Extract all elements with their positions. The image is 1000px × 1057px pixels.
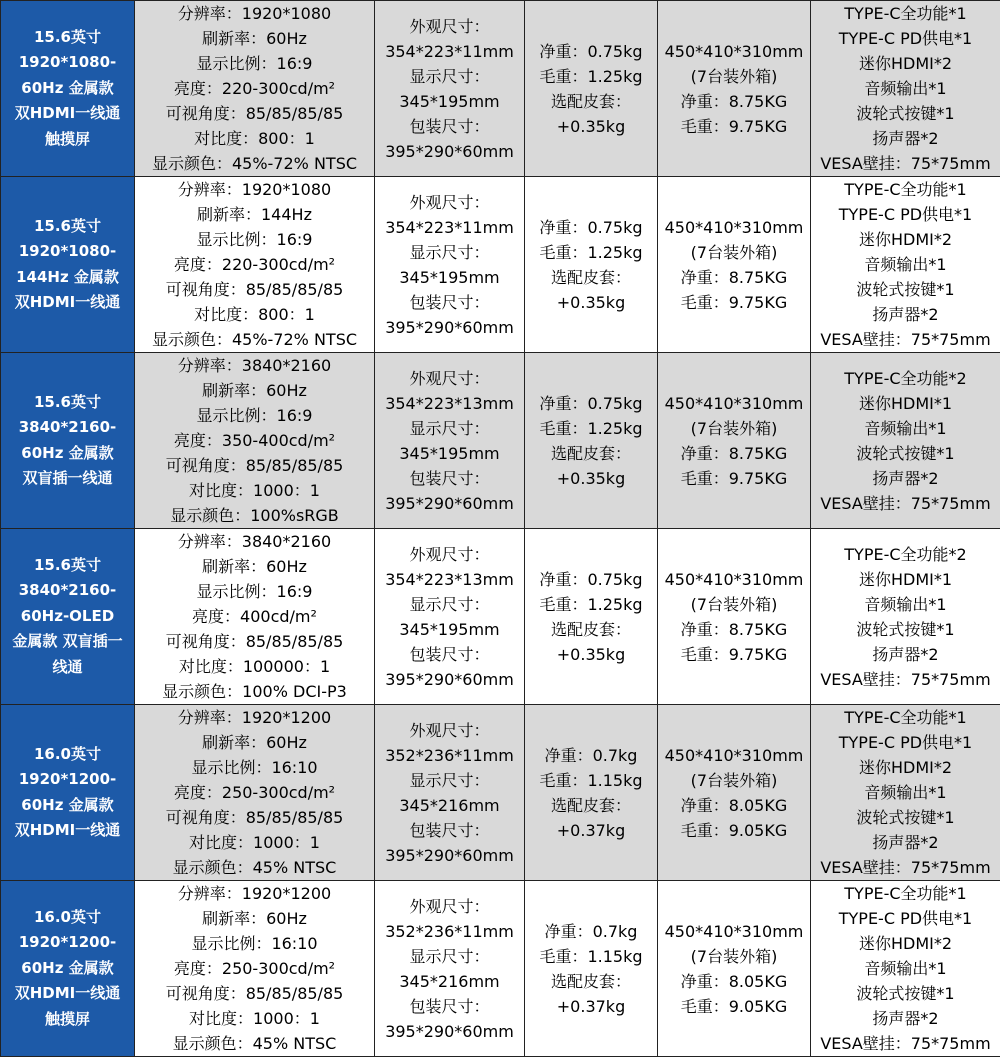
display-line: 亮度：220-300cd/m² [135,76,374,101]
model-line: 60Hz-OLED [1,604,134,630]
ports-line: 迷你HDMI*1 [811,391,1000,416]
display-line: 可视角度：85/85/85/85 [135,629,374,654]
dimensions-cell [375,1,525,177]
ports-line: 音频输出*1 [811,956,1000,981]
ports-line: 扬声器*2 [811,466,1000,491]
model-line: 1920*1200- [1,767,134,793]
weight-line: 选配皮套： [525,617,657,642]
weight-line: 选配皮套： [525,441,657,466]
dimensions-line: 显示尺寸： [375,592,524,617]
display-line: 对比度：1000：1 [135,830,374,855]
weight-line: +0.37kg [525,994,657,1019]
ports-line: 扬声器*2 [811,830,1000,855]
model-cell [1,177,135,353]
model-line: 60Hz 金属款 [1,956,134,982]
model-line: 双HDMI一线通 [1,101,134,127]
carton-cell [658,1,811,177]
dimensions-line: 外观尺寸： [375,718,524,743]
model-line: 15.6英寸 [1,25,134,51]
weight-line: 毛重：1.25kg [525,240,657,265]
model-line: 3840*2160- [1,415,134,441]
model-cell [1,705,135,881]
ports-line: 波轮式按键*1 [811,981,1000,1006]
display-line: 显示比例：16:9 [135,579,374,604]
dimensions-line: 外观尺寸： [375,366,524,391]
dimensions-line: 395*290*60mm [375,843,524,868]
model-line: 双HDMI一线通 [1,981,134,1007]
spec-table-body [1,1,1000,1057]
ports-line: VESA壁挂：75*75mm [811,491,1000,516]
carton-cell [658,529,811,705]
weight-line: 毛重：1.25kg [525,592,657,617]
ports-line: TYPE-C全功能*1 [811,1,1000,26]
dimensions-line: 345*195mm [375,617,524,642]
table-row [1,1,1000,177]
carton-line: 净重：8.75KG [658,265,810,290]
display-line: 刷新率：60Hz [135,730,374,755]
model-line: 15.6英寸 [1,553,134,579]
ports-line: 音频输出*1 [811,592,1000,617]
carton-line: (7台装外箱) [658,592,810,617]
carton-line: 450*410*310mm [658,215,810,240]
model-line: 3840*2160- [1,578,134,604]
dimensions-line: 395*290*60mm [375,315,524,340]
display-line: 显示比例：16:10 [135,755,374,780]
carton-line: 毛重：9.75KG [658,290,810,315]
weight-line: 净重：0.75kg [525,567,657,592]
carton-line: (7台装外箱) [658,416,810,441]
display-line: 刷新率：60Hz [135,26,374,51]
display-spec-cell [135,881,375,1057]
display-line: 刷新率：144Hz [135,202,374,227]
carton-line: (7台装外箱) [658,64,810,89]
weight-cell [525,353,658,529]
weight-line: 毛重：1.15kg [525,944,657,969]
ports-line: 音频输出*1 [811,416,1000,441]
weight-line: 净重：0.75kg [525,39,657,64]
weight-line: 净重：0.7kg [525,743,657,768]
display-line: 可视角度：85/85/85/85 [135,805,374,830]
dimensions-line: 345*195mm [375,441,524,466]
ports-line: 波轮式按键*1 [811,441,1000,466]
table-row [1,177,1000,353]
weight-line: +0.35kg [525,642,657,667]
carton-line: 净重：8.75KG [658,441,810,466]
carton-line: 毛重：9.75KG [658,642,810,667]
model-line: 16.0英寸 [1,742,134,768]
model-line: 金属款 双盲插一 [1,629,134,655]
dimensions-line: 354*223*13mm [375,567,524,592]
carton-line: 450*410*310mm [658,39,810,64]
display-line: 可视角度：85/85/85/85 [135,453,374,478]
ports-line: 迷你HDMI*1 [811,567,1000,592]
weight-cell [525,705,658,881]
weight-line: 毛重：1.15kg [525,768,657,793]
carton-line: 毛重：9.75KG [658,114,810,139]
display-spec-cell [135,353,375,529]
dimensions-line: 外观尺寸： [375,14,524,39]
model-line: 15.6英寸 [1,214,134,240]
ports-cell [811,529,1000,705]
ports-line: 扬声器*2 [811,642,1000,667]
dimensions-cell [375,529,525,705]
weight-cell [525,529,658,705]
display-line: 显示比例：16:10 [135,931,374,956]
carton-line: 450*410*310mm [658,567,810,592]
dimensions-line: 外观尺寸： [375,894,524,919]
ports-line: VESA壁挂：75*75mm [811,1031,1000,1056]
dimensions-line: 显示尺寸： [375,416,524,441]
display-line: 亮度：250-300cd/m² [135,780,374,805]
ports-line: TYPE-C全功能*2 [811,366,1000,391]
dimensions-line: 包装尺寸： [375,290,524,315]
dimensions-line: 显示尺寸： [375,240,524,265]
dimensions-cell [375,705,525,881]
display-line: 显示颜色：45% NTSC [135,855,374,880]
dimensions-cell [375,177,525,353]
carton-cell [658,353,811,529]
ports-cell [811,177,1000,353]
ports-cell [811,881,1000,1057]
display-line: 亮度：250-300cd/m² [135,956,374,981]
ports-line: VESA壁挂：75*75mm [811,855,1000,880]
carton-line: 毛重：9.05KG [658,994,810,1019]
dimensions-line: 354*223*11mm [375,39,524,64]
dimensions-line: 352*236*11mm [375,743,524,768]
display-spec-cell [135,177,375,353]
table-row [1,705,1000,881]
ports-cell [811,353,1000,529]
ports-line: TYPE-C全功能*2 [811,542,1000,567]
model-line: 15.6英寸 [1,390,134,416]
display-line: 亮度：400cd/m² [135,604,374,629]
display-line: 显示比例：16:9 [135,403,374,428]
carton-line: 净重：8.05KG [658,969,810,994]
weight-line: +0.35kg [525,114,657,139]
dimensions-line: 显示尺寸： [375,64,524,89]
ports-line: VESA壁挂：75*75mm [811,327,1000,352]
weight-line: 净重：0.75kg [525,215,657,240]
dimensions-line: 外观尺寸： [375,190,524,215]
carton-line: 毛重：9.05KG [658,818,810,843]
carton-line: 450*410*310mm [658,391,810,416]
dimensions-line: 包装尺寸： [375,818,524,843]
dimensions-line: 395*290*60mm [375,667,524,692]
dimensions-line: 345*195mm [375,265,524,290]
display-line: 显示颜色：45% NTSC [135,1031,374,1056]
weight-line: 净重：0.75kg [525,391,657,416]
dimensions-line: 345*216mm [375,969,524,994]
weight-cell [525,177,658,353]
weight-line: 毛重：1.25kg [525,416,657,441]
display-line: 显示颜色：45%-72% NTSC [135,327,374,352]
ports-line: TYPE-C全功能*1 [811,881,1000,906]
model-cell [1,353,135,529]
dimensions-line: 345*216mm [375,793,524,818]
display-line: 分辨率：1920*1080 [135,1,374,26]
display-line: 显示比例：16:9 [135,227,374,252]
carton-line: (7台装外箱) [658,768,810,793]
dimensions-line: 显示尺寸： [375,768,524,793]
display-spec-cell [135,529,375,705]
carton-cell [658,881,811,1057]
model-line: 60Hz 金属款 [1,441,134,467]
dimensions-line: 包装尺寸： [375,642,524,667]
ports-line: 迷你HDMI*2 [811,755,1000,780]
display-spec-cell [135,1,375,177]
carton-cell [658,177,811,353]
model-line: 60Hz 金属款 [1,793,134,819]
display-line: 亮度：350-400cd/m² [135,428,374,453]
ports-line: TYPE-C PD供电*1 [811,730,1000,755]
ports-line: VESA壁挂：75*75mm [811,151,1000,176]
model-line: 线通 [1,655,134,681]
display-line: 分辨率：1920*1200 [135,705,374,730]
table-row [1,353,1000,529]
dimensions-line: 包装尺寸： [375,466,524,491]
model-line: 144Hz 金属款 [1,265,134,291]
ports-cell [811,705,1000,881]
weight-line: +0.37kg [525,818,657,843]
ports-line: 音频输出*1 [811,780,1000,805]
display-spec-cell [135,705,375,881]
display-line: 对比度：1000：1 [135,1006,374,1031]
carton-cell [658,705,811,881]
weight-line: 选配皮套： [525,969,657,994]
weight-cell [525,881,658,1057]
dimensions-cell [375,353,525,529]
display-line: 刷新率：60Hz [135,554,374,579]
model-line: 双盲插一线通 [1,466,134,492]
display-line: 显示颜色：100% DCI-P3 [135,679,374,704]
ports-line: 音频输出*1 [811,252,1000,277]
ports-line: 扬声器*2 [811,1006,1000,1031]
ports-cell [811,1,1000,177]
model-line: 双HDMI一线通 [1,290,134,316]
dimensions-line: 外观尺寸： [375,542,524,567]
carton-line: 净重：8.05KG [658,793,810,818]
ports-line: 波轮式按键*1 [811,101,1000,126]
display-line: 对比度：100000：1 [135,654,374,679]
display-line: 可视角度：85/85/85/85 [135,101,374,126]
weight-line: 选配皮套： [525,89,657,114]
dimensions-line: 包装尺寸： [375,994,524,1019]
ports-line: 迷你HDMI*2 [811,51,1000,76]
carton-line: 净重：8.75KG [658,89,810,114]
ports-line: TYPE-C全功能*1 [811,705,1000,730]
weight-line: 净重：0.7kg [525,919,657,944]
display-line: 分辨率：1920*1080 [135,177,374,202]
ports-line: 迷你HDMI*2 [811,227,1000,252]
display-line: 亮度：220-300cd/m² [135,252,374,277]
ports-line: TYPE-C PD供电*1 [811,906,1000,931]
display-line: 分辨率：1920*1200 [135,881,374,906]
model-line: 双HDMI一线通 [1,818,134,844]
model-line: 60Hz 金属款 [1,76,134,102]
model-line: 触摸屏 [1,127,134,153]
weight-line: +0.35kg [525,290,657,315]
carton-line: 450*410*310mm [658,919,810,944]
display-line: 分辨率：3840*2160 [135,529,374,554]
table-row [1,529,1000,705]
display-line: 显示比例：16:9 [135,51,374,76]
ports-line: 波轮式按键*1 [811,277,1000,302]
dimensions-line: 345*195mm [375,89,524,114]
display-line: 对比度：800：1 [135,302,374,327]
ports-line: 波轮式按键*1 [811,617,1000,642]
display-line: 对比度：800：1 [135,126,374,151]
ports-line: 音频输出*1 [811,76,1000,101]
weight-cell [525,1,658,177]
ports-line: 迷你HDMI*2 [811,931,1000,956]
dimensions-line: 354*223*11mm [375,215,524,240]
dimensions-cell [375,881,525,1057]
model-cell [1,881,135,1057]
carton-line: 450*410*310mm [658,743,810,768]
dimensions-line: 包装尺寸： [375,114,524,139]
model-line: 触摸屏 [1,1007,134,1033]
model-cell [1,529,135,705]
dimensions-line: 显示尺寸： [375,944,524,969]
model-line: 1920*1080- [1,50,134,76]
weight-line: 选配皮套： [525,265,657,290]
ports-line: TYPE-C PD供电*1 [811,202,1000,227]
display-line: 对比度：1000：1 [135,478,374,503]
weight-line: 毛重：1.25kg [525,64,657,89]
dimensions-line: 354*223*13mm [375,391,524,416]
weight-line: +0.35kg [525,466,657,491]
model-line: 16.0英寸 [1,905,134,931]
display-line: 显示颜色：45%-72% NTSC [135,151,374,176]
dimensions-line: 395*290*60mm [375,139,524,164]
ports-line: VESA壁挂：75*75mm [811,667,1000,692]
display-line: 可视角度：85/85/85/85 [135,981,374,1006]
carton-line: 净重：8.75KG [658,617,810,642]
ports-line: 波轮式按键*1 [811,805,1000,830]
dimensions-line: 395*290*60mm [375,491,524,516]
model-cell [1,1,135,177]
display-line: 刷新率：60Hz [135,378,374,403]
carton-line: 毛重：9.75KG [658,466,810,491]
ports-line: TYPE-C全功能*1 [811,177,1000,202]
display-line: 分辨率：3840*2160 [135,353,374,378]
ports-line: TYPE-C PD供电*1 [811,26,1000,51]
weight-line: 选配皮套： [525,793,657,818]
carton-line: (7台装外箱) [658,944,810,969]
display-line: 刷新率：60Hz [135,906,374,931]
display-line: 可视角度：85/85/85/85 [135,277,374,302]
dimensions-line: 395*290*60mm [375,1019,524,1044]
dimensions-line: 352*236*11mm [375,919,524,944]
ports-line: 扬声器*2 [811,126,1000,151]
carton-line: (7台装外箱) [658,240,810,265]
table-row [1,881,1000,1057]
model-line: 1920*1200- [1,930,134,956]
ports-line: 扬声器*2 [811,302,1000,327]
display-line: 显示颜色：100%sRGB [135,503,374,528]
model-line: 1920*1080- [1,239,134,265]
